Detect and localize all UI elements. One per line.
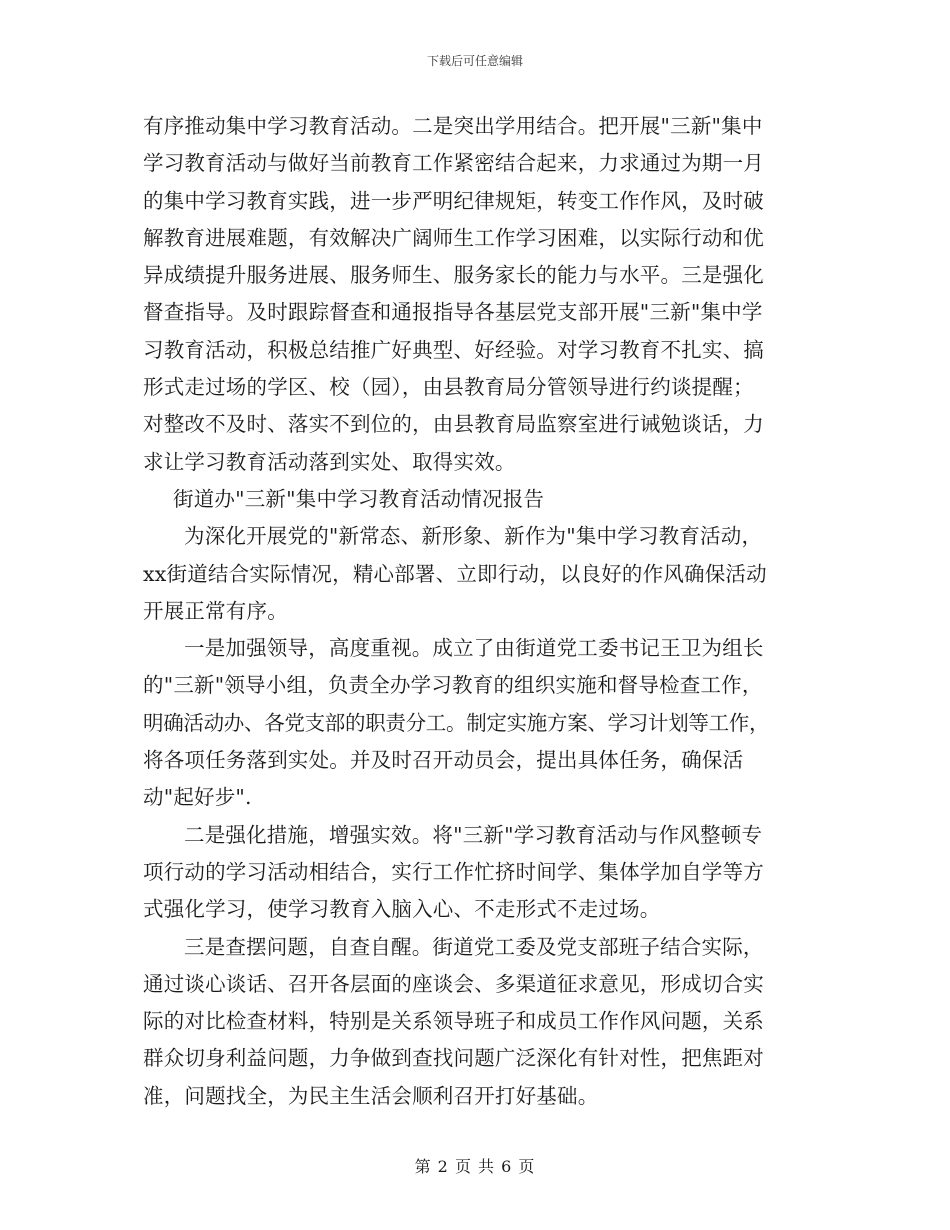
text-line: 习教育活动，积极总结推广好典型、好经验。对学习教育不扎实、搞 xyxy=(143,337,764,362)
text-line: 为深化开展党的"新常态、新形象、新作为"集中学习教育活动， xyxy=(184,524,763,549)
text-line: 式强化学习，使学习教育入脑入心、不走形式不走过场。 xyxy=(143,897,661,922)
text-line: 动"起好步". xyxy=(143,785,252,810)
text-line: 二是强化措施，增强实效。将"三新"学习教育活动与作风整顿专 xyxy=(184,822,763,847)
text-line: 一是加强领导，高度重视。成立了由街道党工委书记王卫为组长 xyxy=(184,636,764,661)
text-line: 明确活动办、各党支部的职责分工。制定实施方案、学习计划等工作， xyxy=(143,710,770,735)
text-line: 的"三新"领导小组，负责全办学习教育的组织实施和督导检查工作， xyxy=(143,673,763,698)
text-line: 督查指导。及时跟踪督查和通报指导各基层党支部开展"三新"集中学 xyxy=(143,300,763,325)
text-line: 准，问题找全，为民主生活会顺利召开打好基础。 xyxy=(143,1083,599,1108)
text-line: 开展正常有序。 xyxy=(143,598,288,623)
section-title: 街道办"三新"集中学习教育活动情况报告 xyxy=(173,486,545,511)
text-line: 通过谈心谈话、召开各层面的座谈会、多渠道征求意见，形成切合实 xyxy=(143,971,764,996)
text-line: 有序推动集中学习教育活动。二是突出学用结合。把开展"三新"集中 xyxy=(143,114,763,138)
text-line: 项行动的学习活动相结合，实行工作忙挤时间学、集体学加自学等方 xyxy=(143,859,764,884)
text-line: 三是查摆问题，自查自醒。街道党工委及党支部班子结合实际， xyxy=(184,934,764,959)
document-body xyxy=(143,108,807,1115)
text-line: 形式走过场的学区、校（园），由县教育局分管领导进行约谈提醒； xyxy=(143,375,754,400)
text-line: 求让学习教育活动落到实处、取得实效。 xyxy=(143,449,516,474)
text-line: 群众切身利益问题，力争做到查找问题广泛深化有针对性，把焦距对 xyxy=(143,1046,764,1071)
page-number: 第 2 页 共 6 页 xyxy=(414,1157,536,1176)
text-line: 将各项任务落到实处。并及时召开动员会，提出具体任务，确保活 xyxy=(143,748,744,773)
text-line: 的集中学习教育实践，进一步严明纪律规矩，转变工作作风，及时破 xyxy=(143,188,764,213)
text-line: 学习教育活动与做好当前教育工作紧密结合起来，力求通过为期一月 xyxy=(143,151,764,176)
text-line: 解教育进展难题，有效解决广阔师生工作学习困难，以实际行动和优 xyxy=(143,225,764,250)
text-line: xx街道结合实际情况，精心部署、立即行动，以良好的作风确保活动 xyxy=(143,561,767,586)
text-line: 异成绩提升服务进展、服务师生、服务家长的能力与水平。三是强化 xyxy=(143,263,764,288)
page-header-note: 下载后可任意编辑 xyxy=(426,54,523,68)
text-line: 际的对比检查材料，特别是关系领导班子和成员工作作风问题，关系 xyxy=(143,1009,764,1034)
text-line: 对整改不及时、落实不到位的，由县教育局监察室进行诫勉谈话，力 xyxy=(143,412,764,437)
